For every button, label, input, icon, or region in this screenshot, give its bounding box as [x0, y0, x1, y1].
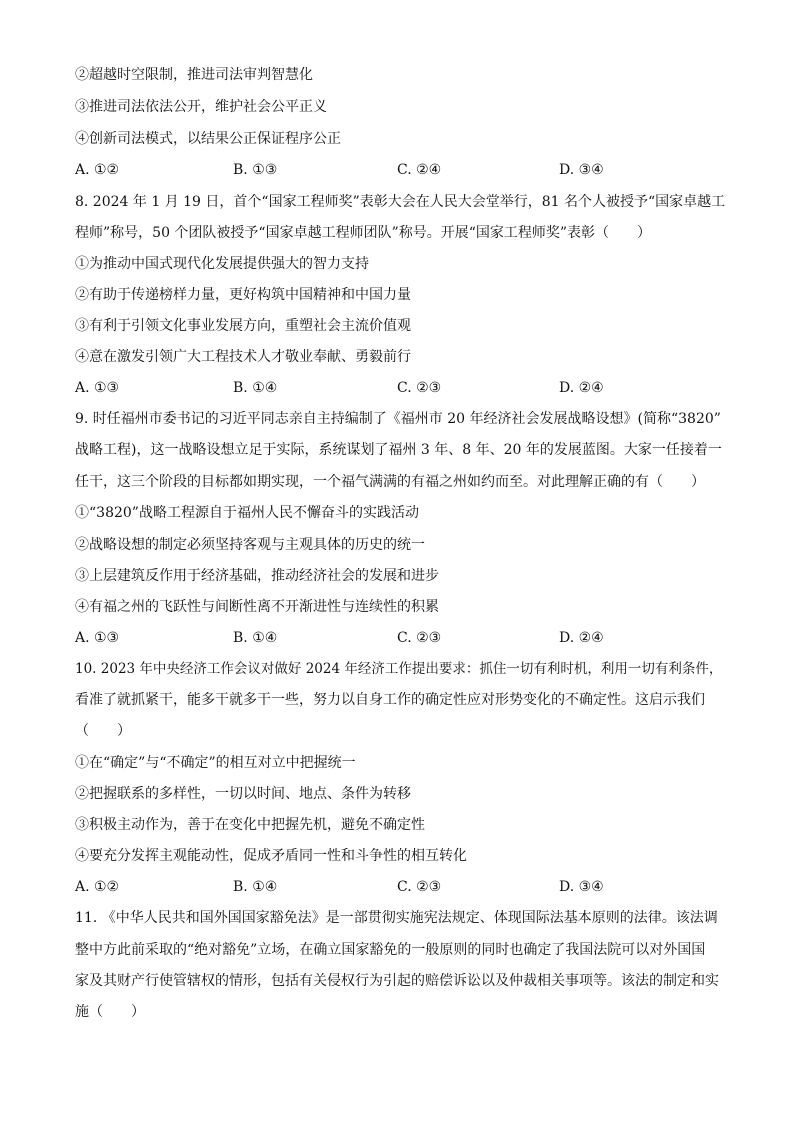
q8-option-c: C. ②③ — [397, 380, 442, 396]
q11-stem-line-3: 家及其财产行使管辖权的情形，包括有关侵权行为引起的赔偿诉讼以及仲裁相关事项等。该法的制定和实 — [75, 973, 719, 989]
q7-options — [75, 160, 725, 180]
q10-item-3: ③积极主动作为，善于在变化中把握先机，避免不确定性 — [75, 817, 425, 833]
q10-option-a: A. ①② — [75, 879, 120, 895]
q7-option-c: C. ②④ — [397, 162, 442, 178]
q7-item-3: ③推进司法依法公开，维护社会公平正义 — [75, 99, 327, 115]
q8-item-2: ②有助于传递榜样力量，更好构筑中国精神和中国力量 — [75, 287, 411, 303]
q9-item-4: ④有福之州的飞跃性与间断性离不开渐进性与连续性的积累 — [75, 599, 439, 615]
q8-item-4: ④意在激发引领广大工程技术人才敬业奉献、勇毅前行 — [75, 349, 411, 365]
q9-item-2: ②战略设想的制定必须坚持客观与主观具体的历史的统一 — [75, 537, 425, 553]
q7-item-4: ④创新司法模式，以结果公正保证程序公正 — [75, 131, 341, 147]
q10-item-1: ①在“确定”与“不确定”的相互对立中把握统一 — [75, 755, 356, 771]
q8-item-1: ①为推动中国式现代化发展提供强大的智力支持 — [75, 256, 369, 272]
q9-stem-line-1: 9. 时任福州市委书记的习近平同志亲自主持编制了《福州市 20 年经济社会发展战略设想》(简称“3820” — [75, 411, 721, 427]
q9-option-d: D. ②④ — [559, 630, 604, 646]
q9-stem-line-2: 战略工程)，这一战略设想立足于实际，系统谋划了福州 3 年、8 年、20 年的发展蓝图。大家一任接着一 — [75, 442, 722, 458]
q11-stem-line-4: 施（ ） — [75, 1004, 145, 1020]
q9-item-3: ③上层建筑反作用于经济基础，推动经济社会的发展和进步 — [75, 568, 439, 584]
q7-item-2: ②超越时空限制，推进司法审判智慧化 — [75, 67, 313, 83]
q10-options — [75, 877, 725, 897]
q8-item-3: ③有利于引领文化事业发展方向，重塑社会主流价值观 — [75, 318, 411, 334]
q8-option-d: D. ②④ — [559, 380, 604, 396]
q10-item-2: ②把握联系的多样性，一切以时间、地点、条件为转移 — [75, 786, 411, 802]
q10-stem-line-3: （ ） — [75, 723, 131, 739]
q8-option-a: A. ①③ — [75, 380, 120, 396]
q9-option-a: A. ①③ — [75, 630, 120, 646]
q9-option-c: C. ②③ — [397, 630, 442, 646]
q10-option-b: B. ①④ — [233, 879, 278, 895]
q9-stem-line-3: 任干，这三个阶段的目标都如期实现，一个福气满满的有福之州如约而至。对此理解正确的有（ ） — [75, 474, 705, 490]
q8-option-b: B. ①④ — [233, 380, 278, 396]
q7-option-d: D. ③④ — [559, 162, 604, 178]
q11-stem-line-2: 整中方此前采取的“绝对豁免”立场，在确立国家豁免的一般原则的同时也确定了我国法院可以对外国国 — [75, 942, 706, 958]
q9-options — [75, 628, 725, 648]
q10-item-4: ④要充分发挥主观能动性，促成矛盾同一性和斗争性的相互转化 — [75, 848, 467, 864]
q8-stem-line-2: 程师”称号，50 个团队被授予“国家卓越工程师团队”称号。开展“国家工程师奖”表彰（ ） — [75, 225, 652, 241]
q7-option-a: A. ①② — [75, 162, 120, 178]
q9-option-b: B. ①④ — [233, 630, 278, 646]
q8-options — [75, 378, 725, 398]
q9-item-1: ①“3820”战略工程源自于福州人民不懈奋斗的实践活动 — [75, 505, 419, 521]
q10-option-c: C. ②③ — [397, 879, 442, 895]
q10-stem-line-2: 看准了就抓紧干，能多干就多干一些，努力以自身工作的确定性应对形势变化的不确定性。这启示我们 — [75, 692, 705, 708]
q11-stem-line-1: 11. 《中华人民共和国外国国家豁免法》是一部贯彻实施宪法规定、体现国际法基本原则的法律。该法调 — [75, 910, 718, 926]
q10-option-d: D. ③④ — [559, 879, 604, 895]
q7-option-b: B. ①③ — [233, 162, 278, 178]
q8-stem-line-1: 8. 2024 年 1 月 19 日，首个“国家工程师奖”表彰大会在人民大会堂举行，81 名个人被授予“国家卓越工 — [75, 194, 726, 210]
q10-stem-line-1: 10. 2023 年中央经济工作会议对做好 2024 年经济工作提出要求：抓住一切有利时机，利用一切有利条件， — [75, 661, 723, 677]
